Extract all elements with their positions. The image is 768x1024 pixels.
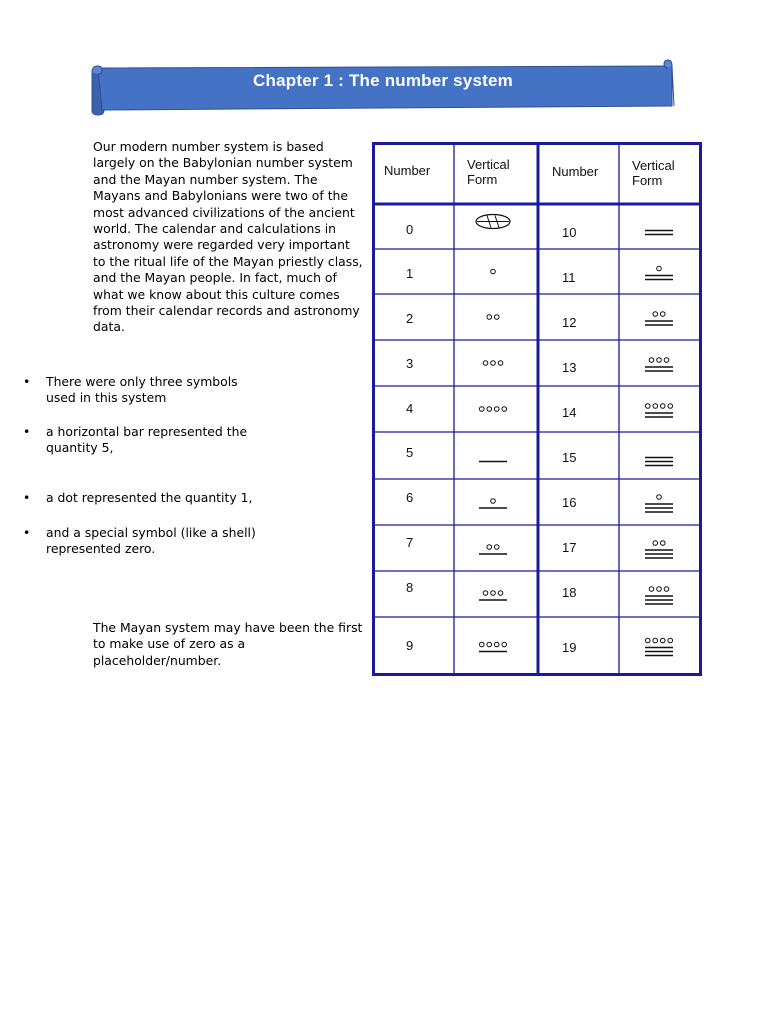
number-cell: 16 bbox=[562, 495, 577, 510]
dot-one-icon bbox=[657, 495, 662, 500]
header-number-left: Number bbox=[384, 163, 431, 178]
dot-one-icon bbox=[653, 312, 658, 317]
number-cell: 5 bbox=[406, 445, 414, 460]
dot-one-icon bbox=[649, 358, 654, 363]
bullet-dot-icon: • bbox=[23, 374, 31, 389]
number-cell: 7 bbox=[406, 535, 414, 550]
number-cell: 17 bbox=[562, 540, 577, 555]
dot-one-icon bbox=[487, 545, 492, 550]
bullet-text: and a special symbol (like a shell) represented zero. bbox=[46, 525, 256, 557]
dot-one-icon bbox=[494, 642, 499, 647]
number-cell: 18 bbox=[562, 585, 577, 600]
number-cell: 4 bbox=[406, 401, 414, 416]
number-cell: 6 bbox=[406, 490, 414, 505]
number-cell: 9 bbox=[406, 638, 414, 653]
header-vertical-form-right: Vertical Form bbox=[632, 158, 675, 188]
header-number-right: Number bbox=[552, 164, 599, 179]
dot-one-icon bbox=[664, 358, 669, 363]
dot-one-icon bbox=[660, 312, 665, 317]
number-cell: 14 bbox=[562, 405, 577, 420]
number-cell: 3 bbox=[406, 356, 414, 371]
page-title: Chapter 1 : The number system bbox=[253, 71, 513, 90]
number-cell: 8 bbox=[406, 580, 414, 595]
dot-one-icon bbox=[502, 642, 507, 647]
dot-one-icon bbox=[645, 404, 650, 409]
number-cell: 12 bbox=[562, 315, 577, 330]
dot-one-icon bbox=[657, 266, 662, 271]
dot-one-icon bbox=[653, 638, 658, 643]
outro-paragraph: The Mayan system may have been the first to make use of zero as a placeholder/number. bbox=[93, 620, 363, 668]
bullet-text: There were only three symbols used in this system bbox=[46, 374, 238, 406]
bullet-text: a dot represented the quantity 1, bbox=[46, 490, 253, 505]
dot-one-icon bbox=[487, 407, 492, 412]
dot-one-icon bbox=[657, 587, 662, 592]
dot-one-icon bbox=[491, 361, 496, 366]
dot-one-icon bbox=[653, 404, 658, 409]
dot-one-icon bbox=[645, 638, 650, 643]
dot-one-icon bbox=[668, 638, 673, 643]
dot-one-icon bbox=[479, 407, 484, 412]
dot-one-icon bbox=[660, 404, 665, 409]
dot-one-icon bbox=[494, 545, 499, 550]
dot-one-icon bbox=[498, 591, 503, 596]
bullet-dot-icon: • bbox=[23, 490, 31, 505]
dot-one-icon bbox=[649, 587, 654, 592]
dot-one-icon bbox=[487, 642, 492, 647]
header-vertical-form-left: Vertical Form bbox=[467, 157, 510, 187]
number-cell: 13 bbox=[562, 360, 577, 375]
table-grid bbox=[372, 142, 702, 676]
dot-one-icon bbox=[657, 358, 662, 363]
number-cell: 2 bbox=[406, 311, 414, 326]
number-cell: 15 bbox=[562, 450, 577, 465]
bullet-text: a horizontal bar represented the quantity 5, bbox=[46, 424, 248, 456]
number-cell: 11 bbox=[562, 270, 576, 285]
dot-one-icon bbox=[494, 407, 499, 412]
dot-one-icon bbox=[660, 541, 665, 546]
dot-one-icon bbox=[483, 591, 488, 596]
dot-one-icon bbox=[491, 499, 496, 504]
chapter-banner bbox=[88, 58, 678, 116]
intro-paragraph: Our modern number system is based largely on the Babylonian number system and the Mayan number system. The Mayans and Babylonians were two of the most advanced civilizations of the ancient world. The calendar and calculations in astronomy were regarded very important to the ritual life of the Mayan priestly class, and the Mayan people. In fact, much of what we know about this culture comes from their calendar records and astronomy data. bbox=[93, 139, 363, 335]
bullet-dot-icon: • bbox=[23, 424, 31, 439]
dot-one-icon bbox=[483, 361, 488, 366]
dot-one-icon bbox=[487, 315, 492, 320]
mayan-number-table bbox=[372, 142, 702, 676]
number-cell: 0 bbox=[406, 222, 414, 237]
number-cell: 10 bbox=[562, 225, 577, 240]
dot-one-icon bbox=[502, 407, 507, 412]
dot-one-icon bbox=[494, 315, 499, 320]
dot-one-icon bbox=[664, 587, 669, 592]
dot-one-icon bbox=[491, 591, 496, 596]
dot-one-icon bbox=[498, 361, 503, 366]
dot-one-icon bbox=[653, 541, 658, 546]
dot-one-icon bbox=[479, 642, 484, 647]
number-cell: 1 bbox=[406, 266, 414, 281]
dot-one-icon bbox=[660, 638, 665, 643]
dot-one-icon bbox=[491, 269, 496, 274]
dot-one-icon bbox=[668, 404, 673, 409]
bullet-dot-icon: • bbox=[23, 525, 31, 540]
number-cell: 19 bbox=[562, 640, 577, 655]
